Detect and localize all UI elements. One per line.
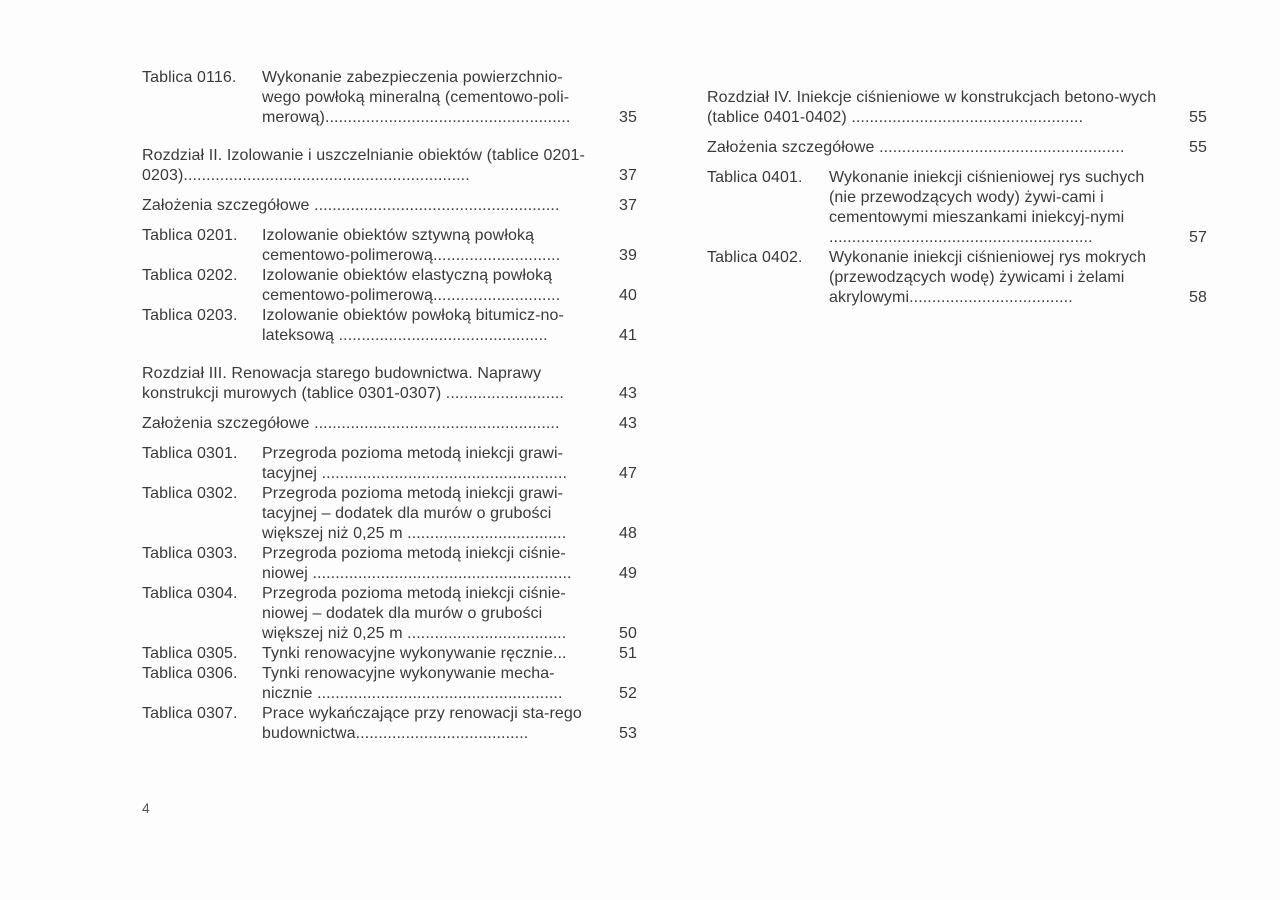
toc-entry-title: Założenia szczegółowe ...................................................... (142, 415, 560, 432)
toc-entry-title: Wykonanie zabezpieczenia powierzchnio-wego powłoką mineralną (cementowo-poli-merową)...................................................... (262, 69, 571, 126)
toc-entry-label: Tablica 0203. (142, 307, 238, 324)
toc-entry-title: Rozdział II. Izolowanie i uszczelnianie obiektów (tablice 0201-0203)............................................................... (142, 147, 585, 184)
toc-entry-label: Tablica 0304. (142, 585, 238, 602)
leader-dots: ............................ (432, 287, 561, 304)
toc-entry-page: 55 (1189, 139, 1207, 156)
toc-entry-zalozenia-2[interactable] (142, 196, 637, 216)
leader-dots: .......................................................... (829, 229, 1093, 246)
toc-entry-title: Tynki renowacyjne wykonywanie mecha-nicznie ...................................................... (262, 665, 563, 702)
toc-entry-label: Tablica 0307. (142, 705, 238, 722)
toc-entry-label: Tablica 0202. (142, 267, 238, 284)
toc-entry-label: Tablica 0401. (707, 169, 803, 186)
toc-entry-page: 51 (619, 645, 637, 662)
leader-dots: ...................................................... (317, 685, 563, 702)
leader-dots: .......................... (445, 385, 564, 402)
toc-entry-page: 53 (619, 725, 637, 742)
toc-entry-rozdzial-2[interactable] (142, 146, 637, 186)
toc-entry-page: 43 (619, 385, 637, 402)
toc-entry-tablica-0116[interactable] (142, 68, 637, 128)
toc-entry-tablica-0202[interactable] (142, 266, 637, 306)
toc-entry-page: 48 (619, 525, 637, 542)
leader-dots: ............................................................... (183, 167, 470, 184)
leader-dots: ...................................... (355, 725, 529, 742)
toc-entry-title: Izolowanie obiektów elastyczną powłoką cementowo-polimerową............................ (262, 267, 561, 304)
toc-entry-title: Założenia szczegółowe ...................................................... (707, 139, 1125, 156)
toc-entry-page: 40 (619, 287, 637, 304)
leader-dots: ................................................... (851, 109, 1084, 126)
toc-entry-tablica-0201[interactable] (142, 226, 637, 266)
toc-entry-label: Tablica 0402. (707, 249, 803, 266)
toc-entry-label: Tablica 0303. (142, 545, 238, 562)
toc-entry-label: Tablica 0306. (142, 665, 238, 682)
toc-entry-title: Założenia szczegółowe ...................................................... (142, 197, 560, 214)
leader-dots: ...................................................... (321, 465, 568, 482)
toc-entry-tablica-0307[interactable] (142, 704, 637, 744)
toc-right-column (707, 88, 1207, 308)
toc-entry-title: Wykonanie iniekcji ciśnieniowej rys suchych (nie przewodzących wody) żywi-cami i cementowymi mieszankami iniekcyj-nymi .......................................................... (829, 169, 1145, 246)
toc-entry-label: Tablica 0301. (142, 445, 238, 462)
toc-entry-title: Przegroda pozioma metodą iniekcji grawi-tacyjnej – dodatek dla murów o grubości większej niż 0,25 m ................................... (262, 485, 567, 542)
toc-entry-page: 50 (619, 625, 637, 642)
toc-entry-title: Izolowanie obiektów powłoką bitumicz-no-lateksową .............................................. (262, 307, 564, 344)
leader-dots: ... (552, 645, 567, 662)
toc-entry-rozdzial-3[interactable] (142, 364, 637, 404)
toc-entry-label: Tablica 0116. (142, 69, 237, 86)
leader-dots: ......................................................... (312, 565, 572, 582)
toc-entry-tablica-0306[interactable] (142, 664, 637, 704)
toc-entry-tablica-0401[interactable] (707, 168, 1207, 248)
toc-entry-tablica-0305[interactable] (142, 644, 637, 664)
toc-entry-page: 57 (1189, 229, 1207, 246)
toc-entry-page: 39 (619, 247, 637, 264)
toc-entry-tablica-0303[interactable] (142, 544, 637, 584)
leader-dots: .................................... (909, 289, 1073, 306)
toc-entry-label: Tablica 0302. (142, 485, 238, 502)
toc-entry-page: 52 (619, 685, 637, 702)
toc-entry-rozdzial-4[interactable] (707, 88, 1207, 128)
toc-entry-tablica-0301[interactable] (142, 444, 637, 484)
toc-entry-title: Wykonanie iniekcji ciśnieniowej rys mokrych (przewodzących wodę) żywicami i żelami akrylowymi.................................... (829, 249, 1147, 306)
toc-entry-page: 41 (619, 327, 637, 344)
toc-entry-title: Tynki renowacyjne wykonywanie ręcznie... (262, 645, 567, 662)
toc-entry-tablica-0304[interactable] (142, 584, 637, 644)
toc-left-column (142, 68, 637, 744)
toc-entry-page: 55 (1189, 109, 1207, 126)
leader-dots: ............................ (432, 247, 561, 264)
leader-dots: ...................................................... (314, 197, 560, 214)
leader-dots: ................................... (407, 525, 567, 542)
toc-entry-page: 37 (619, 197, 637, 214)
toc-entry-tablica-0402[interactable] (707, 248, 1207, 308)
toc-entry-title: Przegroda pozioma metodą iniekcji ciśnie-niowej ......................................................... (262, 545, 572, 582)
toc-entry-title: Przegroda pozioma metodą iniekcji ciśnie-niowej – dodatek dla murów o grubości większej niż 0,25 m ................................... (262, 585, 567, 642)
leader-dots: .............................................. (338, 327, 548, 344)
toc-entry-page: 35 (619, 109, 637, 126)
toc-entry-tablica-0203[interactable] (142, 306, 637, 346)
toc-entry-title: Przegroda pozioma metodą iniekcji grawi-tacyjnej ...................................................... (262, 445, 568, 482)
toc-entry-title: Prace wykańczające przy renowacji sta-rego budownictwa...................................... (262, 705, 582, 742)
leader-dots: ...................................................... (879, 139, 1125, 156)
toc-entry-label: Tablica 0305. (142, 645, 238, 662)
toc-entry-zalozenia-3[interactable] (142, 414, 637, 434)
toc-entry-title: Rozdział III. Renowacja starego budownictwa. Naprawy konstrukcji murowych (tablice 0301-0307) .......................... (142, 365, 564, 402)
toc-entry-page: 47 (619, 465, 637, 482)
toc-entry-label: Tablica 0201. (142, 227, 238, 244)
toc-entry-title: Rozdział IV. Iniekcje ciśnieniowe w konstrukcjach betono-wych (tablice 0401-0402) ................................................... (707, 89, 1157, 126)
toc-entry-zalozenia-4[interactable] (707, 138, 1207, 158)
page-number: 4 (142, 800, 150, 816)
leader-dots: ................................... (407, 625, 567, 642)
toc-entry-page: 49 (619, 565, 637, 582)
toc-entry-page: 58 (1189, 289, 1207, 306)
leader-dots: ...................................................... (324, 109, 571, 126)
toc-entry-page: 37 (619, 167, 637, 184)
toc-entry-title: Izolowanie obiektów sztywną powłoką cementowo-polimerową............................ (262, 227, 561, 264)
toc-entry-tablica-0302[interactable] (142, 484, 637, 544)
leader-dots: ...................................................... (314, 415, 560, 432)
toc-entry-page: 43 (619, 415, 637, 432)
